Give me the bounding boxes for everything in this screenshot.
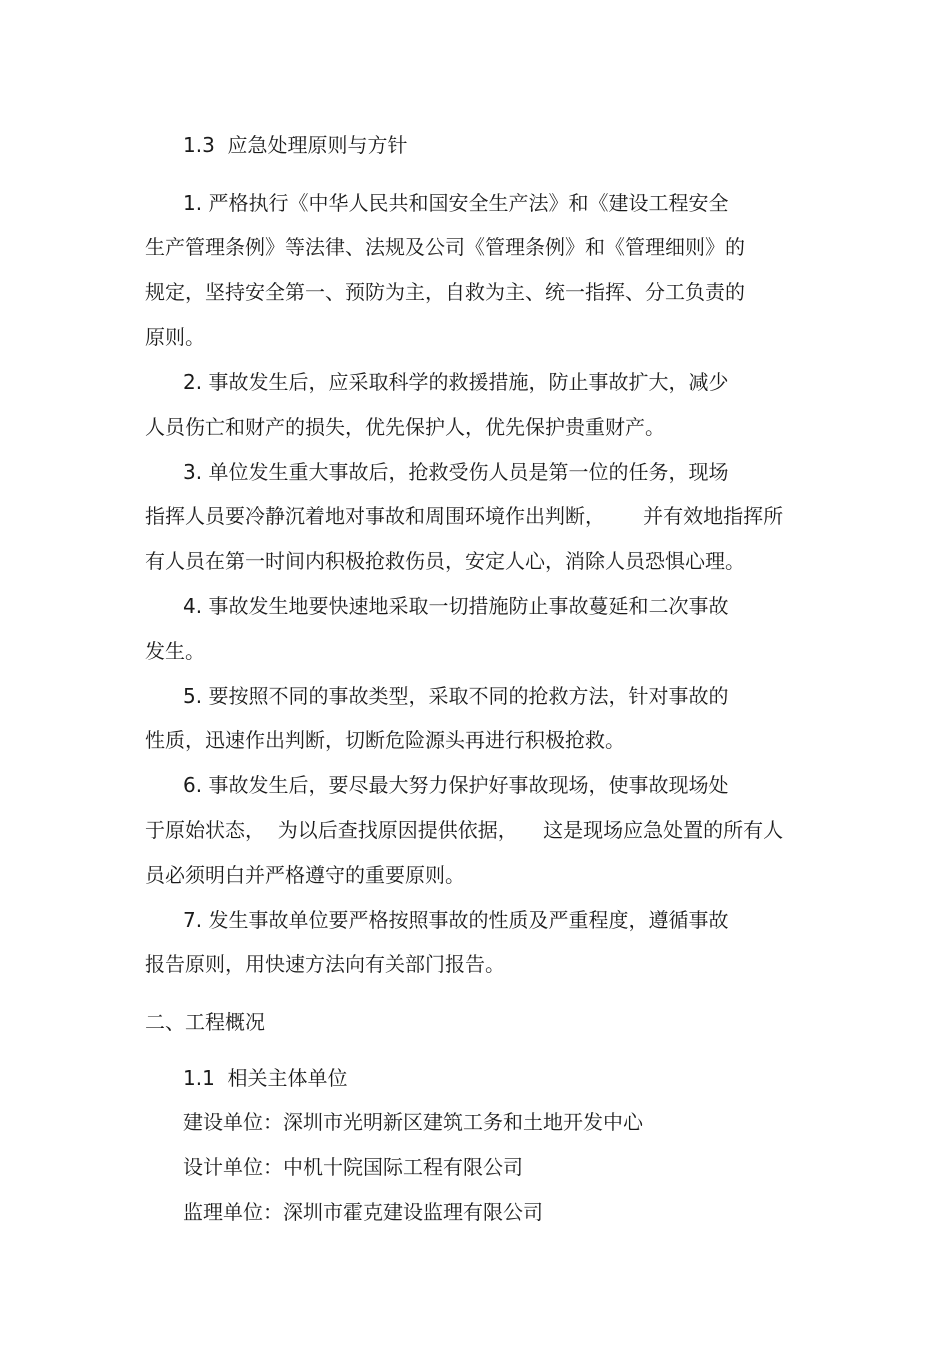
section-heading-1-1: 1.1 相关主体单位 — [183, 1066, 348, 1090]
design-unit: 设计单位：中机十院国际工程有限公司 — [183, 1155, 523, 1179]
section-heading-2: 二、工程概况 — [145, 1010, 265, 1034]
principle-3-line-2: 指挥人员要冷静沉着地对事故和周围环境作出判断， 并有效地指挥所 — [145, 504, 784, 528]
supervision-unit: 监理单位：深圳市霍克建设监理有限公司 — [183, 1200, 543, 1224]
principle-3-line-1: 3. 单位发生重大事故后，抢救受伤人员是第一位的任务，现场 — [183, 460, 729, 484]
principle-6-line-3: 员必须明白并严格遵守的重要原则。 — [145, 863, 465, 887]
principle-5-line-1: 5. 要按照不同的事故类型，采取不同的抢救方法，针对事故的 — [183, 684, 729, 708]
principle-6-line-1: 6. 事故发生后，要尽最大努力保护好事故现场，使事故现场处 — [183, 773, 729, 797]
section-heading-1-3: 1.3 应急处理原则与方针 — [183, 133, 408, 157]
principle-2-line-1: 2. 事故发生后，应采取科学的救援措施，防止事故扩大，减少 — [183, 370, 729, 394]
principle-4-line-2: 发生。 — [145, 639, 205, 663]
principle-1-line-3: 规定，坚持安全第一、预防为主，自救为主、统一指挥、分工负责的 — [145, 280, 745, 304]
principle-2-line-2: 人员伤亡和财产的损失，优先保护人，优先保护贵重财产。 — [145, 415, 665, 439]
principle-3-line-3: 有人员在第一时间内积极抢救伤员，安定人心，消除人员恐惧心理。 — [145, 549, 745, 573]
principle-1-line-1: 1. 严格执行《中华人民共和国安全生产法》和《建设工程安全 — [183, 191, 729, 215]
construction-unit: 建设单位：深圳市光明新区建筑工务和土地开发中心 — [183, 1110, 643, 1134]
principle-5-line-2: 性质，迅速作出判断，切断危险源头再进行积极抢救。 — [145, 728, 625, 752]
principle-1-line-2: 生产管理条例》等法律、法规及公司《管理条例》和《管理细则》的 — [145, 235, 745, 259]
principle-6-line-2: 于原始状态， 为以后查找原因提供依据， 这是现场应急处置的所有人 — [145, 818, 784, 842]
principle-4-line-1: 4. 事故发生地要快速地采取一切措施防止事故蔓延和二次事故 — [183, 594, 729, 618]
principle-7-line-1: 7. 发生事故单位要严格按照事故的性质及严重程度，遵循事故 — [183, 908, 729, 932]
principle-7-line-2: 报告原则，用快速方法向有关部门报告。 — [145, 952, 505, 976]
principle-1-line-4: 原则。 — [145, 325, 205, 349]
